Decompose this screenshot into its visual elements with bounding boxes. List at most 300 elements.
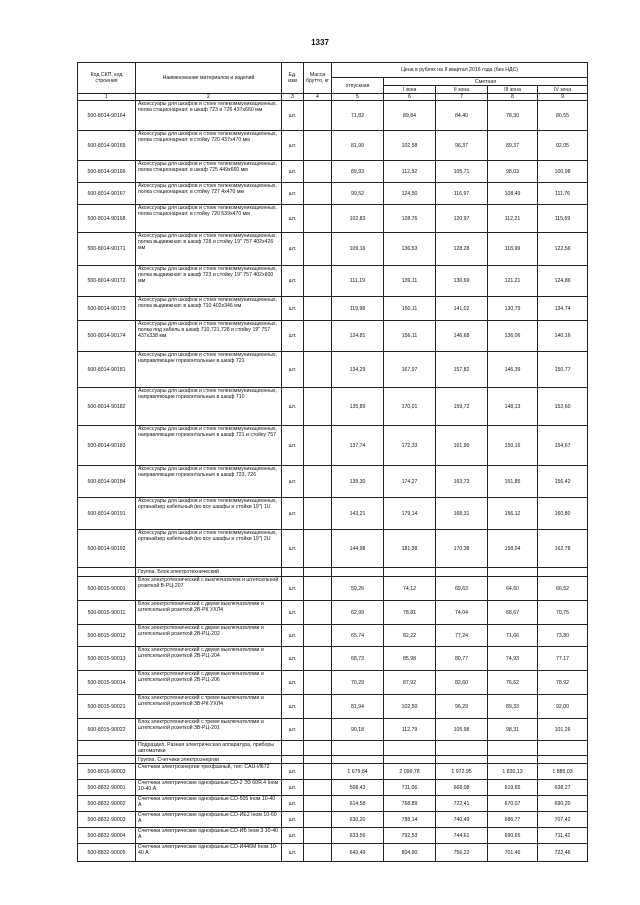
- item-unit: шт.: [282, 266, 304, 297]
- item-price-6: 711,06: [384, 780, 436, 796]
- item-name: Аксессуары для шкафов и стоек телекоммуникационных, полка выдвижная: в шкаф 710 402х346 мм: [136, 297, 282, 321]
- item-unit: шт.: [282, 131, 304, 161]
- item-price-5: 68,73: [332, 647, 384, 671]
- item-name: Счетчики электрические однофазные СО-И446М Iном 10-40 А: [136, 844, 282, 862]
- header-release: отпускная: [332, 78, 384, 94]
- item-price-8: 1 830,13: [488, 764, 538, 780]
- column-index-row: [78, 94, 588, 101]
- item-unit: шт.: [282, 161, 304, 183]
- item-price-8: 148,13: [488, 388, 538, 426]
- item-mass: [304, 101, 332, 131]
- item-mass: [304, 780, 332, 796]
- item-mass: [304, 131, 332, 161]
- header-zone-4: IV зона: [538, 86, 588, 94]
- table-row: [78, 426, 588, 466]
- table-row: [78, 101, 588, 131]
- column-index: 3: [282, 94, 304, 101]
- item-price-5: 135,89: [332, 388, 384, 426]
- item-price-6: 150,11: [384, 297, 436, 321]
- item-price-5: 1 679,84: [332, 764, 384, 780]
- item-price-7: 74,04: [436, 601, 488, 625]
- item-price-8: 156,12: [488, 498, 538, 530]
- header-zone-2: II зона: [436, 86, 488, 94]
- item-code: 500-8014-90174: [78, 321, 136, 352]
- item-mass: [304, 812, 332, 828]
- item-price-6: 112,79: [384, 719, 436, 741]
- item-price-5: 630,20: [332, 812, 384, 828]
- item-price-9: 124,86: [538, 266, 588, 297]
- item-price-6: 156,11: [384, 321, 436, 352]
- item-code: 500-8832-90005: [78, 844, 136, 862]
- table-row: [78, 530, 588, 568]
- item-price-9: 711,42: [538, 828, 588, 844]
- item-price-7: 163,73: [436, 466, 488, 498]
- item-name: Счетчики электрические однофазные СО-ИБ Iном 3 10-40 А: [136, 828, 282, 844]
- item-name: Аксессуары для шкафов и стоек телекоммуникационных, полка стационарная: в стойку 720 437х470 мм: [136, 131, 282, 161]
- item-price-6: 102,58: [384, 131, 436, 161]
- item-price-5: 137,74: [332, 426, 384, 466]
- table-row: [78, 844, 588, 862]
- item-name: Счетчики электрические однофазные СО-505 Iном 10-40 А: [136, 796, 282, 812]
- table-row: [78, 161, 588, 183]
- group-empty-cell: [436, 756, 488, 764]
- item-name: Аксессуары для шкафов и стоек телекоммуникационных, полка стационарная: в шкаф 725 449х660 мм: [136, 161, 282, 183]
- table-row: [78, 780, 588, 796]
- item-unit: шт.: [282, 812, 304, 828]
- item-name: Аксессуары для шкафов и стоек телекоммуникационных, полка под кабель в шкаф 710,721,728 и стойку 19" 757 437х338 мм: [136, 321, 282, 352]
- item-price-8: 690,65: [488, 828, 538, 844]
- item-price-9: 1 885,03: [538, 764, 588, 780]
- item-price-8: 68,67: [488, 601, 538, 625]
- item-code: 500-8832-90003: [78, 812, 136, 828]
- item-price-5: 568,43: [332, 780, 384, 796]
- item-name: Аксессуары для шкафов и стоек телекоммуникационных, полка выдвижная: в шкаф 723 и стойку 19" 757 402х600 мм: [136, 266, 282, 297]
- item-unit: шт.: [282, 466, 304, 498]
- item-price-7: 128,28: [436, 233, 488, 266]
- item-price-8: 112,21: [488, 205, 538, 233]
- item-price-9: 101,26: [538, 719, 588, 741]
- item-price-9: 115,59: [538, 205, 588, 233]
- item-price-7: 96,29: [436, 695, 488, 719]
- table-row: [78, 388, 588, 426]
- item-price-9: 78,92: [538, 671, 588, 695]
- item-name: Счетчики электрические однофазные СО-ИЕ2 Iном 10-60 А: [136, 812, 282, 828]
- item-name: Блок электротехнический с тремя выключателями и штепсельной розеткой 3В-РЦ-201: [136, 719, 282, 741]
- item-price-8: 118,99: [488, 233, 538, 266]
- item-price-8: 158,04: [488, 530, 538, 568]
- item-price-9: 160,80: [538, 498, 588, 530]
- item-code: 500-8832-90004: [78, 828, 136, 844]
- group-empty-cell: [488, 756, 538, 764]
- item-price-8: 64,60: [488, 577, 538, 601]
- group-empty-cell: [384, 756, 436, 764]
- page-number: 1337: [311, 38, 329, 47]
- item-price-7: 105,71: [436, 161, 488, 183]
- item-mass: [304, 577, 332, 601]
- item-price-5: 102,83: [332, 205, 384, 233]
- item-price-6: 804,90: [384, 844, 436, 862]
- item-price-5: 643,49: [332, 844, 384, 862]
- item-price-5: 62,99: [332, 601, 384, 625]
- item-name: Блок электротехнический с двумя выключателями и штепсельной розеткой 2В-РК УХЛ4: [136, 601, 282, 625]
- item-code: 500-8832-90001: [78, 780, 136, 796]
- item-mass: [304, 183, 332, 205]
- item-price-5: 633,56: [332, 828, 384, 844]
- group-title: Группа. Счетчики электроэнергии: [136, 756, 282, 764]
- item-price-5: 109,16: [332, 233, 384, 266]
- item-code: 500-8015-90013: [78, 647, 136, 671]
- item-name: Аксессуары для шкафов и стоек телекоммуникационных, направляющие горизонтальные в шкаф 710: [136, 388, 282, 426]
- item-price-7: 756,22: [436, 844, 488, 862]
- item-code: 500-8015-90012: [78, 625, 136, 647]
- header-name: Наименование материалов и изделий: [136, 63, 282, 94]
- item-mass: [304, 498, 332, 530]
- item-price-9: 152,60: [538, 388, 588, 426]
- item-price-8: 71,66: [488, 625, 538, 647]
- table-row: [78, 233, 588, 266]
- item-price-9: 100,98: [538, 161, 588, 183]
- item-price-6: 87,92: [384, 671, 436, 695]
- table-row: [78, 796, 588, 812]
- group-empty-cell: [304, 741, 332, 756]
- item-price-6: 788,14: [384, 812, 436, 828]
- group-empty-cell: [488, 568, 538, 577]
- item-code: 500-8014-90167: [78, 183, 136, 205]
- item-name: Аксессуары для шкафов и стоек телекоммуникационных, полка стационарная: в стойку 720 539х470 мм: [136, 205, 282, 233]
- table-row: [78, 812, 588, 828]
- column-index: 5: [332, 94, 384, 101]
- item-unit: шт.: [282, 601, 304, 625]
- item-name: Аксессуары для шкафов и стоек телекоммуникационных, полка стационарная: в стойку 727 4х470 мм: [136, 183, 282, 205]
- item-code: 500-8014-90168: [78, 205, 136, 233]
- header-zone-3: III зона: [488, 86, 538, 94]
- item-name: Счетчики электрические однофазные СО-2 ЭЗ 60Я.4 Iном 10-40 А: [136, 780, 282, 796]
- item-mass: [304, 671, 332, 695]
- item-price-5: 81,94: [332, 695, 384, 719]
- group-empty-cell: [538, 568, 588, 577]
- item-unit: шт.: [282, 426, 304, 466]
- item-price-9: 722,46: [538, 844, 588, 862]
- item-price-5: 90,18: [332, 719, 384, 741]
- column-index: 1: [78, 94, 136, 101]
- item-code: 500-8015-90001: [78, 577, 136, 601]
- item-code: 500-8832-90002: [78, 796, 136, 812]
- item-name: Аксессуары для шкафов и стоек телекоммуникационных, полка стационарная: в шкаф 723 и 726 437х660 мм: [136, 101, 282, 131]
- group-empty-cell: [304, 568, 332, 577]
- item-price-7: 157,82: [436, 352, 488, 388]
- item-price-6: 89,84: [384, 101, 436, 131]
- item-code: 500-8014-90165: [78, 131, 136, 161]
- item-mass: [304, 321, 332, 352]
- item-unit: шт.: [282, 297, 304, 321]
- item-price-7: 740,49: [436, 812, 488, 828]
- item-price-9: 80,55: [538, 101, 588, 131]
- group-empty-cell: [282, 568, 304, 577]
- item-unit: шт.: [282, 844, 304, 862]
- item-unit: шт.: [282, 780, 304, 796]
- item-price-8: 78,30: [488, 101, 538, 131]
- table-row: [78, 321, 588, 352]
- item-price-6: 167,97: [384, 352, 436, 388]
- item-price-7: 170,38: [436, 530, 488, 568]
- item-price-9: 150,77: [538, 352, 588, 388]
- item-price-8: 76,62: [488, 671, 538, 695]
- item-mass: [304, 388, 332, 426]
- item-price-8: 130,79: [488, 297, 538, 321]
- item-price-7: 130,69: [436, 266, 488, 297]
- group-empty-cell: [436, 741, 488, 756]
- item-price-8: 150,16: [488, 426, 538, 466]
- group-empty-cell: [282, 741, 304, 756]
- item-code: 500-8015-90021: [78, 695, 136, 719]
- item-code: 500-8014-90164: [78, 101, 136, 131]
- item-price-5: 124,81: [332, 321, 384, 352]
- item-price-9: 707,42: [538, 812, 588, 828]
- item-price-9: 92,05: [538, 131, 588, 161]
- item-unit: шт.: [282, 388, 304, 426]
- item-price-8: 701,46: [488, 844, 538, 862]
- group-empty-cell: [304, 756, 332, 764]
- item-price-6: 136,53: [384, 233, 436, 266]
- item-price-7: 84,40: [436, 101, 488, 131]
- item-price-7: 116,97: [436, 183, 488, 205]
- item-price-9: 77,17: [538, 647, 588, 671]
- item-mass: [304, 426, 332, 466]
- item-code: 500-8014-90191: [78, 498, 136, 530]
- table-row: [78, 466, 588, 498]
- item-unit: шт.: [282, 647, 304, 671]
- item-price-8: 89,33: [488, 695, 538, 719]
- item-price-6: 82,22: [384, 625, 436, 647]
- item-code: 500-8014-90181: [78, 352, 136, 388]
- item-price-7: 159,72: [436, 388, 488, 426]
- item-price-9: 122,56: [538, 233, 588, 266]
- item-price-7: 96,37: [436, 131, 488, 161]
- item-price-7: 1 972,95: [436, 764, 488, 780]
- table-row: [78, 205, 588, 233]
- item-code: 500-8014-90166: [78, 161, 136, 183]
- item-name: Блок электротехнический с двумя выключателями и штепсельной розеткой 2В-РЦ-204: [136, 647, 282, 671]
- item-mass: [304, 161, 332, 183]
- item-mass: [304, 601, 332, 625]
- item-name: Аксессуары для шкафов и стоек телекоммуникационных, направляющие горизонтальные в шкаф 723, 726: [136, 466, 282, 498]
- item-price-6: 85,98: [384, 647, 436, 671]
- item-price-6: 181,38: [384, 530, 436, 568]
- group-empty-cell: [538, 741, 588, 756]
- group-row: [78, 568, 588, 577]
- item-code: 500-8014-90183: [78, 426, 136, 466]
- item-price-8: 151,85: [488, 466, 538, 498]
- column-index: 7: [436, 94, 488, 101]
- item-price-7: 668,08: [436, 780, 488, 796]
- item-unit: шт.: [282, 321, 304, 352]
- item-code: 500-8014-90173: [78, 297, 136, 321]
- item-price-7: 77,24: [436, 625, 488, 647]
- item-unit: шт.: [282, 719, 304, 741]
- item-name: Аксессуары для шкафов и стоек телекоммуникационных, направляющие горизонтальные в шкаф 721 и стойку 757: [136, 426, 282, 466]
- header-estimate: Сметная: [384, 78, 588, 86]
- table-row: [78, 695, 588, 719]
- header-zone-1: I зона: [384, 86, 436, 94]
- item-unit: шт.: [282, 205, 304, 233]
- header-unit: Ед. изм: [282, 63, 304, 94]
- item-mass: [304, 297, 332, 321]
- group-code-cell: [78, 741, 136, 756]
- item-price-5: 614,58: [332, 796, 384, 812]
- item-price-9: 140,16: [538, 321, 588, 352]
- item-price-5: 144,98: [332, 530, 384, 568]
- group-empty-cell: [488, 741, 538, 756]
- column-index: 8: [488, 94, 538, 101]
- item-price-6: 792,53: [384, 828, 436, 844]
- item-price-5: 71,82: [332, 101, 384, 131]
- item-code: 500-8014-90192: [78, 530, 136, 568]
- group-row: [78, 741, 588, 756]
- item-price-9: 92,00: [538, 695, 588, 719]
- item-mass: [304, 466, 332, 498]
- item-name: Аксессуары для шкафов и стоек телекоммуникационных, органайзер кабельный (во все шкафы и стойки 19") 1U: [136, 498, 282, 530]
- item-price-7: 120,97: [436, 205, 488, 233]
- table-row: [78, 266, 588, 297]
- item-price-8: 121,21: [488, 266, 538, 297]
- item-unit: шт.: [282, 828, 304, 844]
- item-price-5: 111,19: [332, 266, 384, 297]
- item-name: Блок электротехнический с выключателем и штепсельной розеткой В-РЦ-207: [136, 577, 282, 601]
- item-price-5: 89,93: [332, 161, 384, 183]
- item-unit: шт.: [282, 671, 304, 695]
- item-mass: [304, 796, 332, 812]
- item-mass: [304, 719, 332, 741]
- group-empty-cell: [282, 756, 304, 764]
- item-price-9: 162,78: [538, 530, 588, 568]
- group-empty-cell: [332, 756, 384, 764]
- item-unit: шт.: [282, 625, 304, 647]
- group-title: Группа. Блок электротехнический: [136, 568, 282, 577]
- item-unit: шт.: [282, 233, 304, 266]
- group-row: [78, 756, 588, 764]
- item-mass: [304, 266, 332, 297]
- table-row: [78, 498, 588, 530]
- item-price-6: 179,14: [384, 498, 436, 530]
- item-price-5: 70,29: [332, 671, 384, 695]
- item-price-8: 686,77: [488, 812, 538, 828]
- item-price-8: 98,31: [488, 719, 538, 741]
- item-mass: [304, 695, 332, 719]
- item-price-5: 143,21: [332, 498, 384, 530]
- item-price-5: 119,98: [332, 297, 384, 321]
- item-code: 500-8014-90172: [78, 266, 136, 297]
- item-price-7: 161,90: [436, 426, 488, 466]
- item-mass: [304, 530, 332, 568]
- item-price-6: 128,76: [384, 205, 436, 233]
- item-name: Счетчики электроэнергии трехфазный, тип: CAU-И672: [136, 764, 282, 780]
- item-code: 500-8015-90014: [78, 671, 136, 695]
- item-price-5: 134,29: [332, 352, 384, 388]
- item-code: 500-8014-90171: [78, 233, 136, 266]
- table-row: [78, 352, 588, 388]
- table-row: [78, 647, 588, 671]
- item-price-7: 146,68: [436, 321, 488, 352]
- item-price-7: 744,61: [436, 828, 488, 844]
- item-price-6: 174,27: [384, 466, 436, 498]
- item-code: 500-8016-90003: [78, 764, 136, 780]
- item-price-5: 59,26: [332, 577, 384, 601]
- item-name: Блок электротехнический с двумя выключателями и штепсельной розеткой 2В-РЦ-202: [136, 625, 282, 647]
- item-price-9: 66,52: [538, 577, 588, 601]
- item-unit: шт.: [282, 101, 304, 131]
- column-index: 4: [304, 94, 332, 101]
- item-price-6: 2 099,78: [384, 764, 436, 780]
- group-empty-cell: [538, 756, 588, 764]
- item-price-5: 81,99: [332, 131, 384, 161]
- group-empty-cell: [332, 568, 384, 577]
- item-price-8: 136,06: [488, 321, 538, 352]
- group-empty-cell: [436, 568, 488, 577]
- item-code: 500-8014-90182: [78, 388, 136, 426]
- item-unit: шт.: [282, 764, 304, 780]
- price-table-body: [78, 101, 588, 862]
- item-unit: шт.: [282, 530, 304, 568]
- item-price-9: 690,20: [538, 796, 588, 812]
- item-code: 500-8015-90022: [78, 719, 136, 741]
- price-table: [77, 62, 588, 862]
- item-price-7: 80,77: [436, 647, 488, 671]
- item-price-8: 74,93: [488, 647, 538, 671]
- item-unit: шт.: [282, 183, 304, 205]
- table-row: [78, 671, 588, 695]
- item-price-5: 99,52: [332, 183, 384, 205]
- table-row: [78, 719, 588, 741]
- header-price-group: Цена в рублях на II квартал 2016 года (без НДС): [332, 63, 588, 78]
- item-mass: [304, 764, 332, 780]
- item-name: Аксессуары для шкафов и стоек телекоммуникационных, полка выдвижная: в шкаф 728 и стойку 19" 757 402х426 мм: [136, 233, 282, 266]
- item-price-9: 111,76: [538, 183, 588, 205]
- item-price-5: 65,74: [332, 625, 384, 647]
- item-name: Аксессуары для шкафов и стоек телекоммуникационных, органайзер кабельный (во все шкафы и стойки 19") 2U: [136, 530, 282, 568]
- item-price-9: 156,42: [538, 466, 588, 498]
- item-name: Блок электротехнический с двумя выключателями и штепсельной розеткой 2В-РЦ-206: [136, 671, 282, 695]
- group-empty-cell: [384, 568, 436, 577]
- item-mass: [304, 233, 332, 266]
- item-price-6: 124,50: [384, 183, 436, 205]
- item-code: 500-8015-90011: [78, 601, 136, 625]
- table-row: [78, 764, 588, 780]
- item-price-7: 105,98: [436, 719, 488, 741]
- header-code: Код СКП, код строения: [78, 63, 136, 94]
- item-price-7: 141,02: [436, 297, 488, 321]
- item-price-7: 722,41: [436, 796, 488, 812]
- item-price-6: 172,33: [384, 426, 436, 466]
- item-mass: [304, 647, 332, 671]
- item-price-6: 139,11: [384, 266, 436, 297]
- item-price-9: 134,74: [538, 297, 588, 321]
- item-price-6: 170,01: [384, 388, 436, 426]
- item-price-8: 108,49: [488, 183, 538, 205]
- item-price-6: 74,12: [384, 577, 436, 601]
- item-price-9: 638,27: [538, 780, 588, 796]
- table-row: [78, 183, 588, 205]
- item-mass: [304, 205, 332, 233]
- item-unit: шт.: [282, 577, 304, 601]
- item-code: 500-8014-90184: [78, 466, 136, 498]
- header-mass: Масса брутто, кг: [304, 63, 332, 94]
- item-unit: шт.: [282, 796, 304, 812]
- column-index: 2: [136, 94, 282, 101]
- item-unit: шт.: [282, 695, 304, 719]
- item-price-8: 89,37: [488, 131, 538, 161]
- item-mass: [304, 352, 332, 388]
- group-code-cell: [78, 568, 136, 577]
